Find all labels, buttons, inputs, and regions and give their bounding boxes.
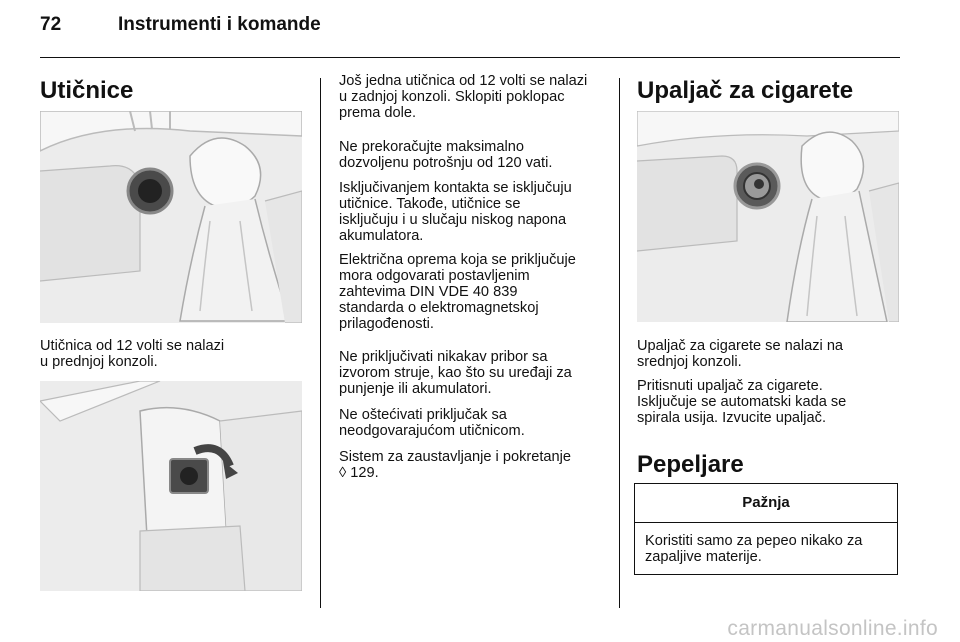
header-rule <box>40 57 900 58</box>
page-number: 72 <box>40 14 62 35</box>
col2-paragraph-3: Isključivanjem kontakta se isključuju utičnice. Takođe, utičnice se isključuju i u slučaju niskog napona akumulatora. <box>339 180 572 244</box>
heading-sockets: Utičnice <box>40 77 134 104</box>
caution-notice-title: Pažnja <box>635 484 897 523</box>
lighter-paragraph-1: Upaljač za cigarete se nalazi na srednjoj konzoli. <box>637 338 844 370</box>
watermark: carmanualsonline.info <box>727 617 938 640</box>
column-divider-1 <box>320 78 321 608</box>
col2-paragraph-5: Ne priključivati nikakav pribor sa izvorom struje, kao što su uređaji za punjenje ili akumulatori. <box>339 349 572 397</box>
lighter-paragraph-2: Pritisnuti upaljač za cigarete. Isključuje se automatski kada se spirala usija. Izvucite upaljač. <box>637 378 847 426</box>
col2-paragraph-1: Još jedna utičnica od 12 volti se nalazi u zadnjoj konzoli. Sklopiti poklopac prema dole. <box>339 73 588 121</box>
col2-paragraph-4: Električna oprema koja se priključuje mora odgovarati postavljenim zahtevima DIN VDE 40 839 standarda o elektromagnetskoj prilagođenosti. <box>339 252 576 332</box>
heading-ashtrays: Pepeljare <box>637 451 744 478</box>
front-socket-caption: Utičnica od 12 volti se nalazi u prednjoj konzoli. <box>40 338 225 370</box>
crossref-page-link[interactable]: 129. <box>350 465 379 481</box>
crossref-arrow-icon: ◊ <box>339 465 347 481</box>
crossref-paragraph <box>339 449 571 481</box>
column-divider-2 <box>619 78 620 608</box>
col2-paragraph-6: Ne oštećivati priključak sa neodgovarajućom utičnicom. <box>339 407 525 439</box>
chapter-title: Instrumenti i komande <box>118 14 321 35</box>
crossref-text: Sistem za zaustavljanje i pokretanje <box>339 449 571 465</box>
rear-socket-illustration <box>40 381 302 591</box>
caution-notice-text: Koristiti samo za pepeo nikako za zapaljive materije. <box>645 533 863 565</box>
heading-cigarette-lighter: Upaljač za cigarete <box>637 77 854 104</box>
caution-notice-box <box>634 483 898 575</box>
cigarette-lighter-illustration <box>637 111 899 322</box>
col2-paragraph-2: Ne prekoračujte maksimalno dozvoljenu potrošnju od 120 vati. <box>339 139 553 171</box>
front-socket-illustration <box>40 111 302 323</box>
